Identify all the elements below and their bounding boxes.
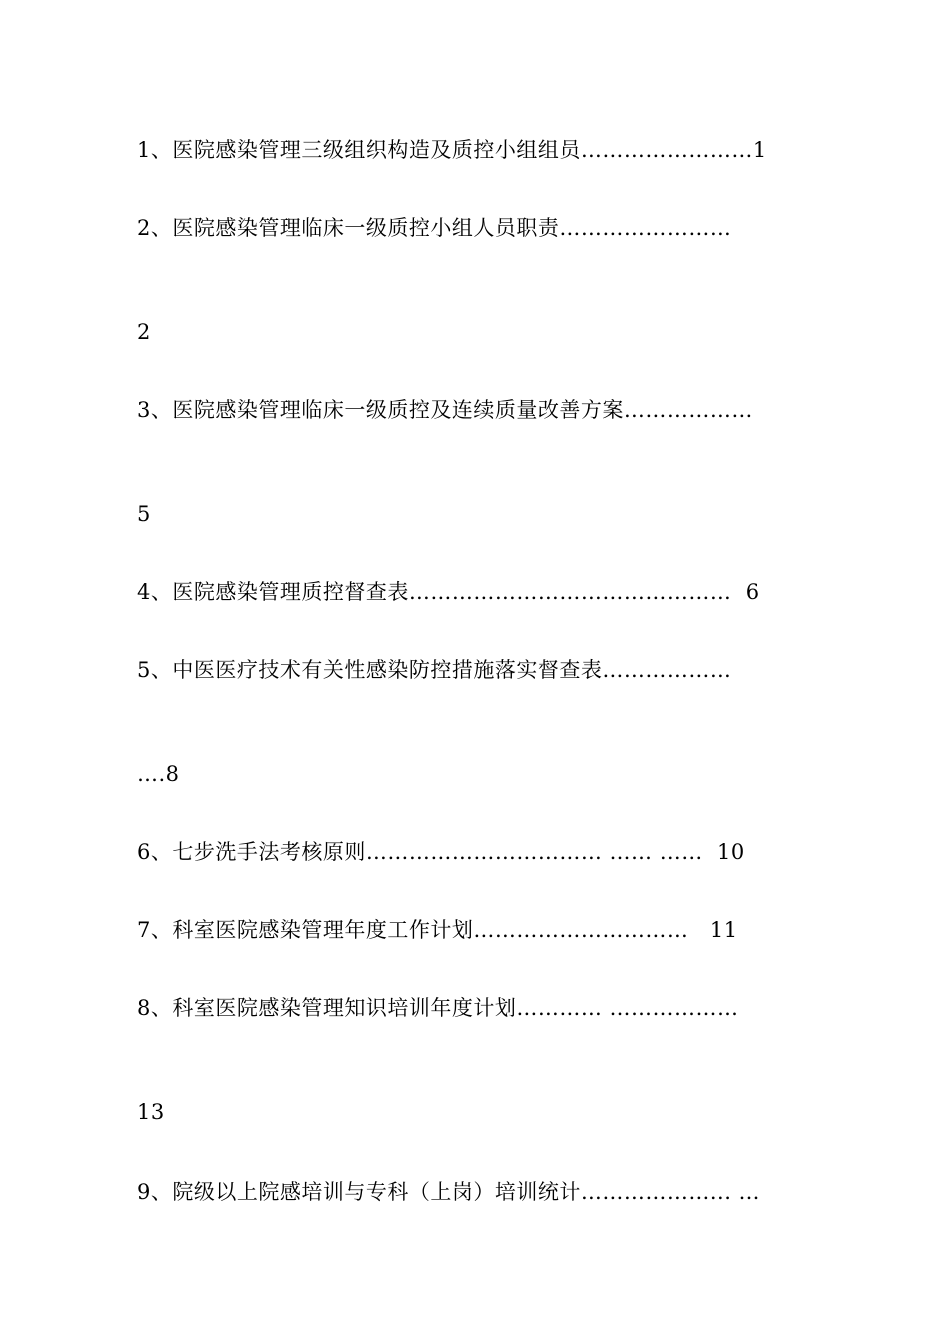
toc-entry-8: 8、科室医院感染管理知识培训年度计划………… ……………… bbox=[137, 996, 739, 1020]
toc-entry-5: 5、中医医疗技术有关性感染防控措施落实督查表……………… bbox=[137, 658, 732, 682]
toc-page-number: ….8 bbox=[137, 762, 180, 786]
toc-entry-7: 7、科室医院感染管理年度工作计划………………………… 11 bbox=[137, 918, 738, 942]
toc-entry-3: 3、医院感染管理临床一级质控及连续质量改善方案……………… bbox=[137, 398, 753, 422]
toc-entry-9: 9、院级以上院感培训与专科（上岗）培训统计………………... … bbox=[137, 1180, 761, 1204]
toc-entry-4: 4、医院感染管理质控督查表……………………………………… 6 bbox=[137, 580, 760, 604]
toc-page-number: 13 bbox=[137, 1100, 165, 1124]
toc-entry-6: 6、七步洗手法考核原则…………………………… …… …… 10 bbox=[137, 840, 745, 864]
toc-entry-1: 1、医院感染管理三级组织构造及质控小组组员……………………1 bbox=[137, 138, 767, 162]
toc-page-number: 2 bbox=[137, 320, 151, 344]
toc-entry-2: 2、医院感染管理临床一级质控小组人员职责…………………… bbox=[137, 216, 732, 240]
toc-page-number: 5 bbox=[137, 502, 151, 526]
